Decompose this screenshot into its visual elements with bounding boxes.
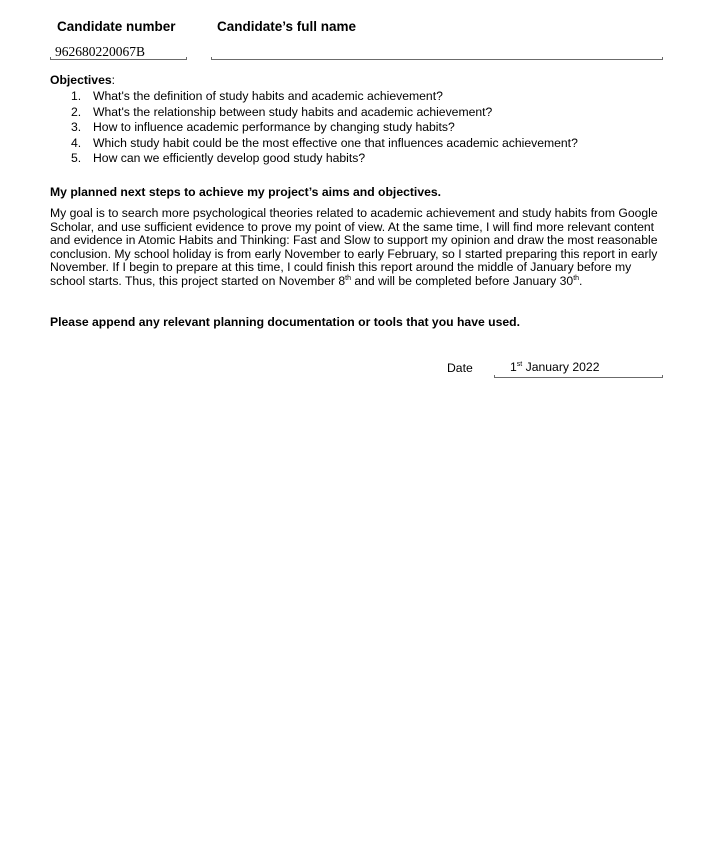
objective-number: 2. (71, 104, 82, 119)
paragraph-line (50, 275, 665, 289)
next-steps-heading: My planned next steps to achieve my project’s aims and objectives. (50, 185, 442, 199)
candidate-name-label: Candidate’s full name (217, 19, 357, 34)
date-rest: January 2022 (522, 360, 600, 374)
date-label: Date (447, 361, 473, 375)
objective-text: What's the definition of study habits and academic achievement? (93, 89, 443, 103)
objective-number: 5. (71, 151, 82, 166)
objective-number: 4. (71, 135, 82, 150)
paragraph-line: Scholar, and use sufficient evidence to prove my point of view. At the same time, I will find more relevant content (50, 219, 655, 234)
candidate-number-label: Candidate number (57, 19, 176, 34)
candidate-name-underline (211, 57, 663, 60)
paragraph-line: My goal is to search more psychological theories related to academic achievement and study habits from Google (50, 206, 658, 220)
objective-text: How can we efficiently develop good study habits? (93, 151, 366, 166)
objective-item (71, 151, 578, 167)
objectives-list (71, 89, 578, 167)
objective-text: Which study habit could be the most effective one that influences academic achievement? (93, 135, 578, 150)
last-line-a: school starts. Thus, this project started on November 8 (50, 273, 346, 288)
last-line-b: and will be completed before January 30 (350, 273, 574, 288)
date-underline (494, 375, 663, 378)
next-steps-paragraph (50, 207, 665, 289)
objective-number: 1. (71, 89, 82, 103)
objective-text: What's the relationship between study habits and academic achievement? (93, 104, 493, 119)
paragraph-line: conclusion. My school holiday is from early November to early February, so I started preparing this report in early (50, 246, 658, 261)
objectives-heading-text: Objectives (50, 73, 112, 87)
last-line-sup1: th (345, 274, 351, 282)
objective-item (71, 89, 578, 105)
last-line-sup2: th (573, 274, 580, 282)
objective-number: 3. (71, 120, 82, 135)
date-day: 1 (510, 360, 517, 374)
last-line-c: . (579, 273, 583, 288)
paragraph-line: and evidence in Atomic Habits and Thinking: Fast and Slow to support my opinion and draw the most reasonable (50, 233, 658, 248)
objective-item (71, 105, 578, 121)
candidate-number-underline (50, 57, 187, 60)
objective-text: How to influence academic performance by changing study habits? (93, 120, 455, 135)
candidate-number-field[interactable]: 962680220067B (55, 44, 146, 59)
objectives-heading (50, 73, 115, 87)
objective-item (71, 120, 578, 136)
paragraph-line: November. If I begin to prepare at this time, I could finish this report around the middle of January before my (50, 260, 632, 275)
date-day-suffix: st (516, 360, 523, 368)
append-note: Please append any relevant planning documentation or tools that you have used. (50, 315, 520, 329)
date-field[interactable] (510, 360, 599, 374)
objectives-colon: : (111, 73, 116, 87)
objective-item (71, 136, 578, 152)
